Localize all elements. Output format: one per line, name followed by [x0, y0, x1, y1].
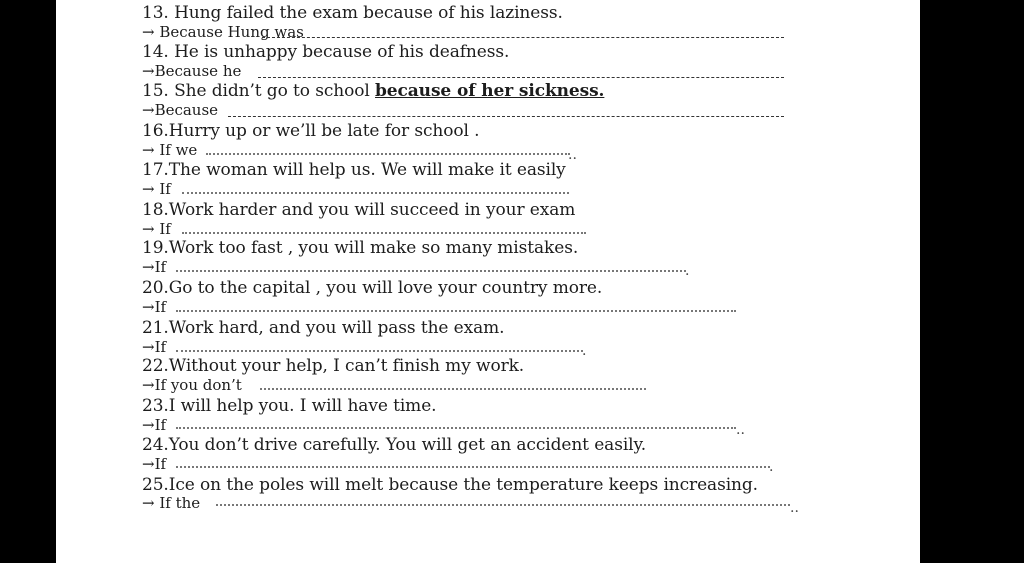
exercise-22-prompt: →If you don’t: [142, 376, 242, 394]
exercise-24-answer-line[interactable]: [176, 466, 770, 468]
exercise-25-prompt: → If the: [142, 494, 201, 512]
exercise-19-sentence: 19.Work too fast , you will make so many mistakes.: [142, 238, 579, 258]
exercise-13-answer-line[interactable]: [262, 37, 784, 38]
exercise-14-answer-line[interactable]: [258, 77, 784, 78]
exercise-22-answer-line[interactable]: [260, 388, 646, 390]
exercise-22-sentence: 22.Without your help, I can’t finish my work.: [142, 356, 525, 376]
exercise-21-prompt: →If: [142, 338, 167, 356]
exercise-18-prompt: → If: [142, 220, 171, 238]
exercise-13-prompt: → Because Hung was: [142, 23, 304, 41]
exercise-18-answer-line[interactable]: [182, 232, 586, 234]
exercise-13-sentence: 13. Hung failed the exam because of his laziness.: [142, 3, 563, 23]
underlined-phrase: because of her sickness.: [375, 81, 605, 101]
exercise-20-answer-line[interactable]: [176, 310, 736, 312]
exercise-14-sentence: 14. He is unhappy because of his deafness.: [142, 42, 510, 62]
exercise-20-prompt: →If: [142, 298, 167, 316]
exercise-25-dots: ..: [790, 500, 799, 516]
exercise-17-prompt: → If: [142, 180, 171, 198]
exercise-24-prompt: →If: [142, 455, 167, 473]
exercise-21-answer-line[interactable]: [176, 350, 583, 352]
exercise-17-answer-line[interactable]: [182, 192, 569, 194]
exercise-16-sentence: 16.Hurry up or we’ll be late for school .: [142, 121, 480, 141]
exercise-16-answer-line[interactable]: [206, 153, 570, 155]
exercise-23-dots: ..: [736, 422, 745, 438]
exercise-25-answer-line[interactable]: [216, 504, 790, 506]
exercise-19-prompt: →If: [142, 258, 167, 276]
worksheet-page: [56, 0, 920, 563]
exercise-15-answer-line[interactable]: [228, 116, 784, 117]
exercise-16-dots: ..: [568, 147, 577, 163]
exercise-14-prompt: →Because he: [142, 62, 242, 80]
exercise-23-prompt: →If: [142, 416, 167, 434]
exercise-15-prompt: →Because: [142, 101, 219, 119]
exercise-15-sentence: 15. She didn’t go to school because of her sickness.: [142, 81, 605, 101]
exercise-23-answer-line[interactable]: [176, 427, 736, 429]
exercise-23-sentence: 23.I will help you. I will have time.: [142, 396, 437, 416]
exercise-16-prompt: → If we: [142, 141, 198, 159]
exercise-17-sentence: 17.The woman will help us. We will make it easily: [142, 160, 566, 180]
exercise-24-dots: .: [769, 459, 774, 475]
exercise-19-dots: .: [685, 263, 690, 279]
exercise-25-sentence: 25.Ice on the poles will melt because the temperature keeps increasing.: [142, 475, 758, 495]
exercise-19-answer-line[interactable]: [176, 270, 686, 272]
exercise-21-sentence: 21.Work hard, and you will pass the exam.: [142, 318, 505, 338]
exercise-18-sentence: 18.Work harder and you will succeed in your exam: [142, 200, 576, 220]
exercise-21-dots: .: [582, 343, 587, 359]
exercise-20-sentence: 20.Go to the capital , you will love your country more.: [142, 278, 603, 298]
exercise-24-sentence: 24.You don’t drive carefully. You will get an accident easily.: [142, 435, 647, 455]
